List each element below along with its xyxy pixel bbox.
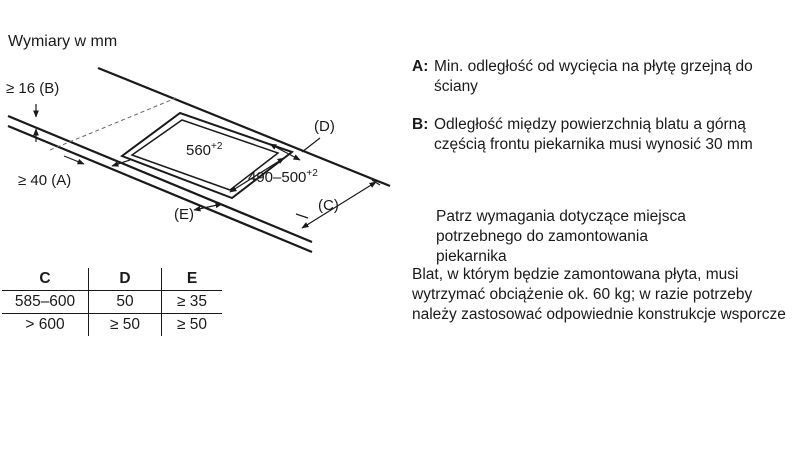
note-b-key: B:: [412, 116, 429, 133]
dimension-c-label: (C): [318, 197, 339, 214]
table-row: [2, 314, 222, 337]
cutout-diagram: [0, 0, 400, 260]
note-b: [412, 115, 800, 155]
table-row: [2, 291, 222, 314]
dimension-a-label: ≥ 40 (A): [18, 172, 72, 189]
cutout-width-label: $560^{+2}$: [186, 141, 223, 159]
table-cell: 585–600: [2, 291, 89, 314]
worktop-outline: [8, 68, 390, 252]
cutout-depth-label: $490-500^{+2}$: [248, 168, 318, 186]
table-header-d: D: [89, 268, 162, 291]
note-a: [412, 57, 800, 97]
dimension-e-label: (E): [174, 206, 194, 223]
dimension-d-label: (D): [314, 118, 335, 135]
table-header-e: E: [162, 268, 223, 291]
dimension-table: [2, 268, 222, 336]
note-oven-space: Patrz wymagania dotyczące miejsca potrzebnego do zamontowania piekarnika: [436, 208, 686, 265]
note-b-text: Odległość między powierzchnią blatu a górną częścią frontu piekarnika musi wynosić 30 mm: [434, 116, 753, 153]
table-cell: 50: [89, 291, 162, 314]
note-load-capacity: Blat, w którym będzie zamontowana płyta, musi wytrzymać obciążenie ok. 60 kg; w razie potrzeby należy zastosować odpowiednie konstrukcje wsporcze: [412, 266, 786, 323]
units-heading: Wymiary w mm: [8, 33, 118, 50]
table-cell: ≥ 50: [162, 314, 223, 337]
note-a-key: A:: [412, 58, 429, 75]
table-cell: > 600: [25, 316, 65, 333]
table-cell: ≥ 35: [162, 291, 223, 314]
table-cell: ≥ 50: [89, 314, 162, 337]
dimension-a: [64, 156, 130, 166]
note-a-text: Min. odległość od wycięcia na płytę grzejną do ściany: [434, 58, 753, 95]
table-header-row: [2, 268, 222, 291]
table-header-c: C: [2, 268, 89, 291]
wall-dashed-line: [50, 98, 176, 150]
dimension-b-label: ≥ 16 (B): [6, 80, 60, 97]
